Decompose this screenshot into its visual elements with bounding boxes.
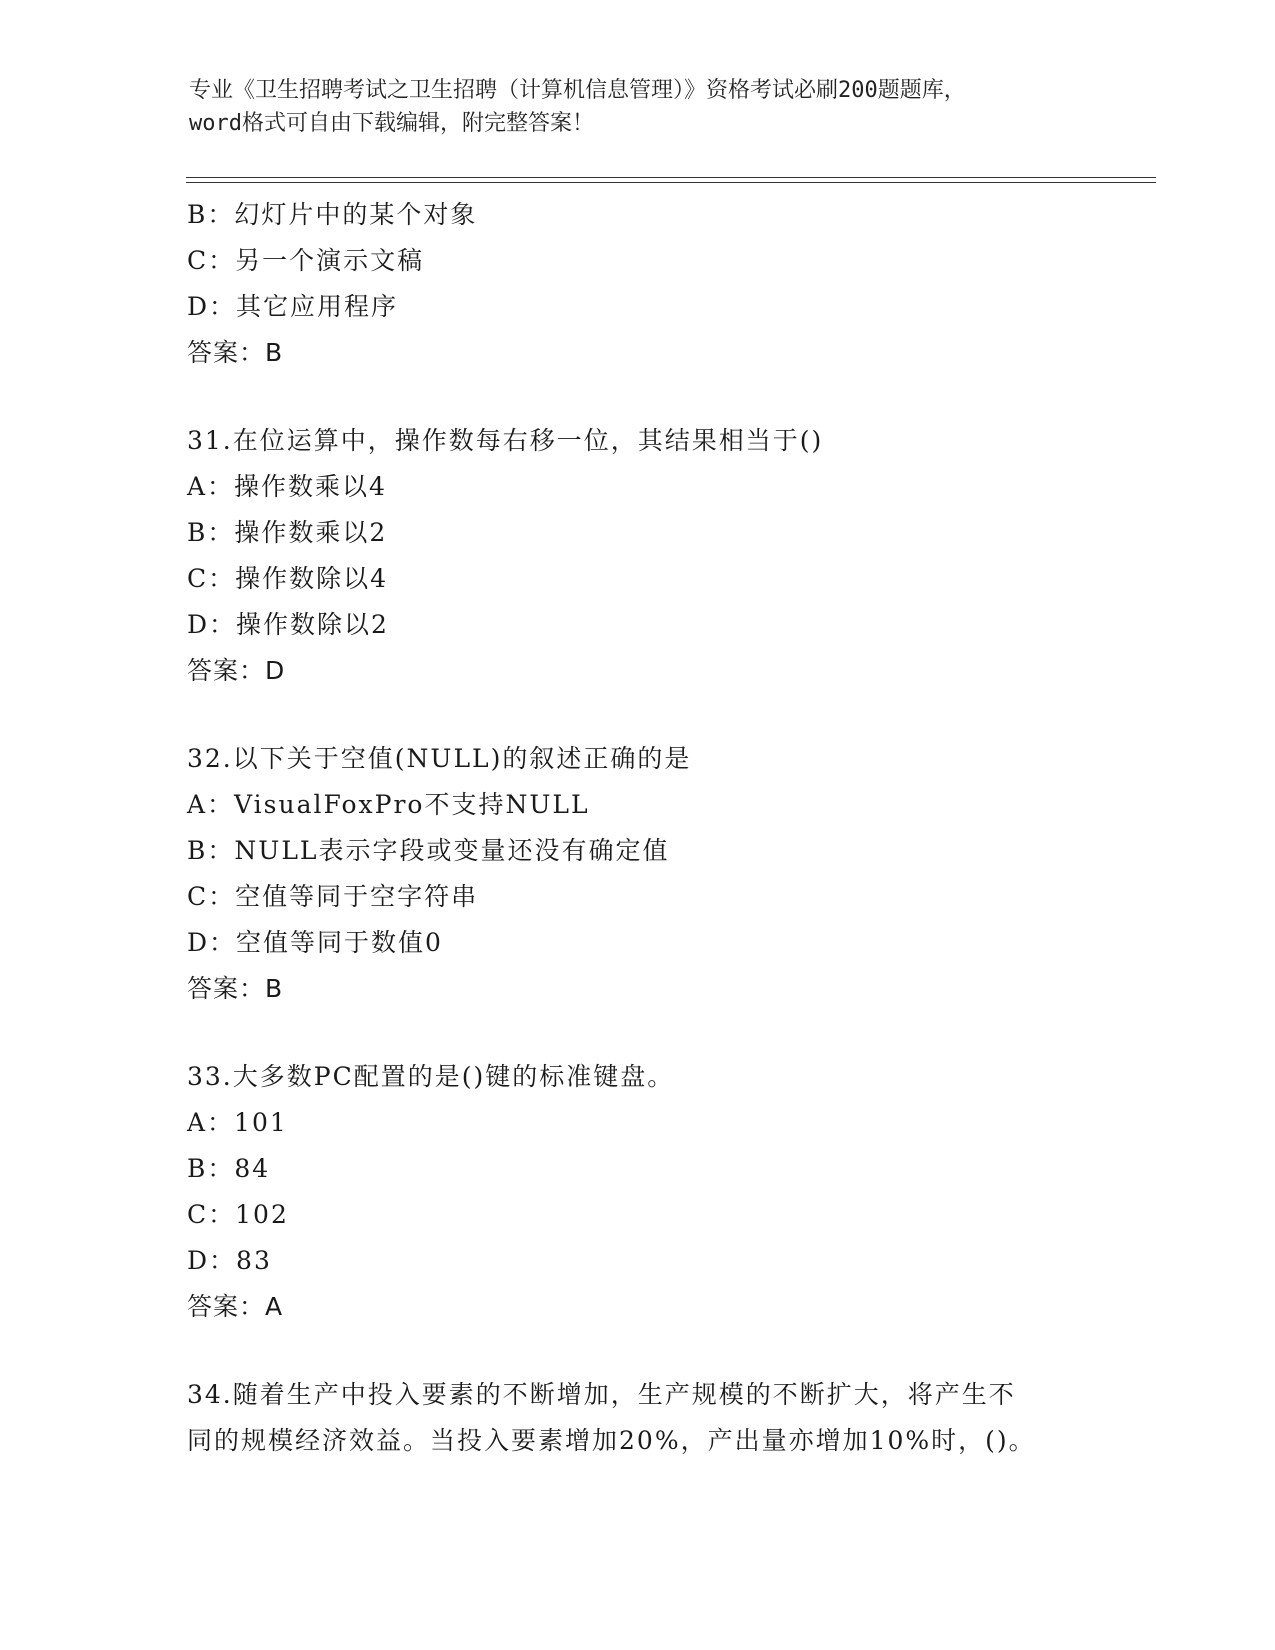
option-c: C：另一个演示文稿 — [187, 246, 425, 275]
option-d: D：操作数除以2 — [187, 610, 389, 639]
question-list — [187, 192, 1117, 1464]
answer-line: 答案：D — [187, 656, 286, 685]
option-b: B：84 — [187, 1154, 271, 1183]
answer-line: 答案：B — [187, 338, 284, 367]
document-header — [189, 74, 1089, 140]
header-title-line-2: word格式可自由下载编辑，附完整答案！ — [189, 111, 594, 136]
question-block-32 — [187, 736, 1117, 1012]
option-a: A：101 — [187, 1108, 288, 1137]
question-stem: 32.以下关于空值(NULL)的叙述正确的是 — [187, 744, 692, 773]
option-d: D：其它应用程序 — [187, 292, 399, 321]
question-stem-line-1: 34.随着生产中投入要素的不断增加，生产规模的不断扩大，将产生不 — [187, 1380, 1016, 1409]
spacer — [187, 694, 1117, 736]
option-c: C：空值等同于空字符串 — [187, 882, 479, 911]
question-stem: 31.在位运算中，操作数每右移一位，其结果相当于() — [187, 426, 824, 455]
option-b: B：幻灯片中的某个对象 — [187, 200, 478, 229]
header-title-line-1: 专业《卫生招聘考试之卫生招聘（计算机信息管理）》资格考试必刷200题题库， — [189, 78, 966, 103]
spacer — [187, 1330, 1117, 1372]
option-b: B：NULL表示字段或变量还没有确定值 — [187, 836, 670, 865]
question-block-34 — [187, 1372, 1117, 1464]
spacer — [187, 376, 1117, 418]
spacer — [187, 1012, 1117, 1054]
answer-line: 答案：B — [187, 974, 284, 1003]
question-block-31 — [187, 418, 1117, 694]
option-b: B：操作数乘以2 — [187, 518, 388, 547]
option-d: D：83 — [187, 1246, 272, 1275]
header-divider-bottom — [186, 182, 1156, 183]
question-stem-line-2: 同的规模经济效益。当投入要素增加20%，产出量亦增加10%时，()。 — [187, 1426, 1036, 1455]
header-divider-top — [186, 177, 1156, 178]
option-d: D：空值等同于数值0 — [187, 928, 443, 957]
option-c: C：操作数除以4 — [187, 564, 389, 593]
answer-line: 答案：A — [187, 1292, 284, 1321]
question-block-33 — [187, 1054, 1117, 1330]
option-c: C：102 — [187, 1200, 289, 1229]
question-block-30 — [187, 192, 1117, 376]
question-stem: 33.大多数PC配置的是()键的标准键盘。 — [187, 1062, 675, 1091]
option-a: A：操作数乘以4 — [187, 472, 387, 501]
option-a: A：VisualFoxPro不支持NULL — [187, 790, 590, 819]
